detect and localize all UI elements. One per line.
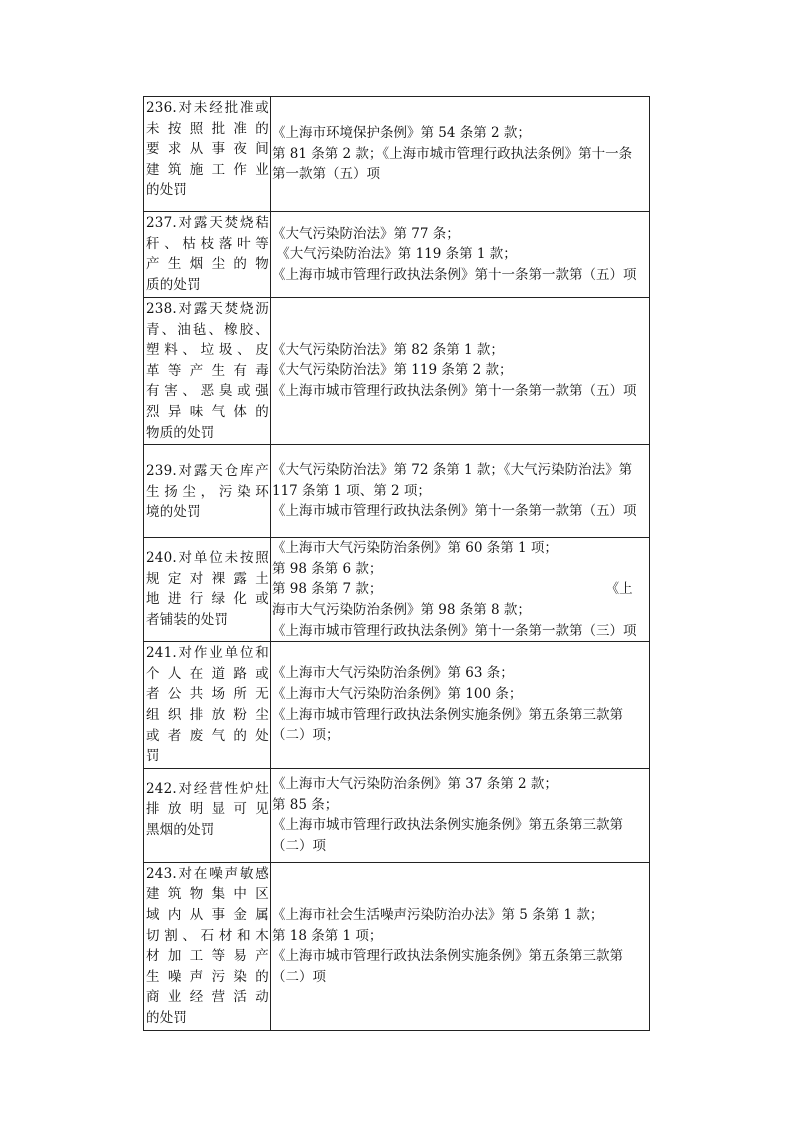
item-cell (144, 538, 271, 642)
basis-line: 《大气污染防治法》第 119 条第 2 款； (272, 362, 513, 379)
basis-line: 《上海市大气污染防治条例》第 100 条； (272, 686, 523, 703)
item-cell (144, 445, 271, 538)
item-line: 237.对露天焚烧秸 (146, 215, 269, 231)
item-line: 材加工等易产 (146, 948, 269, 965)
item-line: 238.对露天焚烧沥 (146, 301, 269, 317)
basis-line: 《上海市大气污染防治条例》第 63 条； (272, 665, 514, 682)
item-line: 243.对在噪声敏感 (146, 865, 269, 882)
basis-line: （二）项 (272, 968, 326, 985)
item-text (144, 538, 270, 631)
basis-cell (271, 212, 650, 298)
basis-line: 第 81 条第 2 款；《上海市城市管理行政执法条例》第十一条 (272, 145, 633, 162)
item-line: 要求从事夜间 (146, 141, 269, 158)
table-row (144, 298, 650, 445)
basis-line: 《上海市社会生活噪声污染防治办法》第 5 条第 1 款； (272, 907, 604, 924)
item-line: 未按照批准的 (146, 120, 269, 137)
table-body (144, 97, 650, 1031)
basis-line: （二）项 (272, 837, 326, 854)
table-row (144, 97, 650, 212)
basis-line: 《上海市城市管理行政执法条例实施条例》第五条第三款第 (272, 706, 623, 723)
basis-line: 《上海市城市管理行政执法条例》第十一条第一款第（五）项 (272, 503, 637, 520)
item-line: 240.对单位未按照 (146, 550, 269, 567)
basis-line: 海市大气污染防治条例》第 98 条第 8 款； (272, 601, 531, 618)
item-line: 236.对未经批准或 (146, 100, 269, 116)
basis-cell (271, 538, 650, 642)
item-line: 排放明显可见 (146, 801, 269, 818)
penalty-table (143, 96, 650, 1031)
item-line: 242.对经营性炉灶 (146, 780, 269, 797)
item-line: 建筑施工作业 (146, 161, 269, 178)
item-line: 罚 (146, 748, 160, 765)
item-text (144, 298, 270, 444)
basis-line: 《上海市大气污染防治条例》第 60 条第 1 项； (272, 540, 558, 557)
item-text (144, 212, 270, 296)
item-line: 生扬尘，污染环 (146, 483, 269, 500)
basis-line: 《大气污染防治法》第 72 条第 1 款；《大气污染防治法》第 (272, 462, 633, 479)
item-cell (144, 298, 271, 445)
item-line: 青、油毡、橡胶、 (146, 321, 269, 338)
item-cell (144, 642, 271, 769)
item-cell (144, 212, 271, 298)
basis-cell (271, 862, 650, 1030)
basis-line: 《上海市城市管理行政执法条例实施条例》第五条第三款第 (272, 948, 623, 965)
item-line: 秆、枯枝落叶等 (146, 235, 269, 252)
basis-line: 《大气污染防治法》第 77 条； (272, 225, 460, 242)
basis-cell (271, 642, 650, 769)
item-text (144, 863, 270, 1030)
item-line: 黑烟的处罚 (146, 821, 215, 838)
item-line: 的处罚 (146, 182, 188, 199)
item-line: 商业经营活动 (146, 989, 269, 1006)
basis-line: 第 18 条第 1 项； (272, 927, 383, 944)
basis-line: 《上海市城市管理行政执法条例》第十一条第一款第（三）项 (272, 622, 637, 639)
basis-line: 《上海市大气污染防治条例》第 37 条第 2 款； (272, 776, 558, 793)
basis-cell (271, 298, 650, 445)
basis-line: （二）项； (272, 727, 340, 744)
item-line: 者公共场所无 (146, 686, 269, 703)
item-line: 地进行绿化或 (146, 591, 269, 608)
item-cell (144, 97, 271, 212)
basis-line: 《上海市城市管理行政执法条例实施条例》第五条第三款第 (272, 817, 623, 834)
item-line: 建筑物集中区 (146, 886, 269, 903)
basis-line: 第 85 条； (272, 796, 339, 813)
item-line: 239.对露天仓库产 (146, 463, 269, 480)
table-row (144, 768, 650, 862)
basis-line: 第 98 条第 7 款； 《上 (272, 581, 633, 598)
table-row (144, 212, 650, 298)
basis-line: 117 条第 1 项、第 2 项； (272, 482, 431, 499)
basis-cell (271, 445, 650, 538)
item-cell (144, 862, 271, 1030)
basis-line: 《大气污染防治法》第 119 条第 1 款； (272, 246, 517, 263)
item-line: 生噪声污染的 (146, 968, 269, 985)
basis-line: 第 98 条第 6 款； (272, 560, 383, 577)
basis-line: 《上海市城市管理行政执法条例》第十一条第一款第（五）项 (272, 382, 637, 399)
basis-cell (271, 97, 650, 212)
item-line: 烈异味气体的 (146, 403, 269, 420)
item-line: 切割、石材和木 (146, 927, 269, 944)
table-row (144, 862, 650, 1030)
basis-line: 《大气污染防治法》第 82 条第 1 款； (272, 341, 504, 358)
item-line: 境的处罚 (146, 504, 201, 521)
item-line: 产生烟尘的物 (146, 256, 269, 273)
item-line: 组织排放粉尘 (146, 706, 269, 723)
item-text (144, 769, 270, 842)
table-row (144, 642, 650, 769)
item-line: 物质的处罚 (146, 424, 215, 441)
item-line: 个人在道路或 (146, 665, 269, 682)
basis-line: 第一款第（五）项 (272, 166, 380, 183)
item-line: 有害、恶臭或强 (146, 383, 269, 400)
basis-cell (271, 768, 650, 862)
item-line: 域内从事金属 (146, 906, 269, 923)
item-line: 塑料、垃圾、皮 (146, 342, 269, 359)
item-line: 者铺装的处罚 (146, 611, 229, 628)
table-row (144, 445, 650, 538)
item-line: 质的处罚 (146, 276, 201, 293)
item-text (144, 445, 270, 524)
table-row (144, 538, 650, 642)
item-text (144, 642, 270, 768)
item-cell (144, 768, 271, 862)
item-line: 革等产生有毒 (146, 362, 269, 379)
basis-line: 《上海市城市管理行政执法条例》第十一条第一款第（五）项 (272, 266, 637, 283)
item-line: 的处罚 (146, 1009, 188, 1026)
item-line: 规定对裸露土 (146, 570, 269, 587)
item-line: 或者废气的处 (146, 727, 269, 744)
basis-line: 《上海市环境保护条例》第 54 条第 2 款； (272, 125, 531, 142)
item-text (144, 97, 270, 202)
item-line: 241.对作业单位和 (146, 645, 269, 662)
